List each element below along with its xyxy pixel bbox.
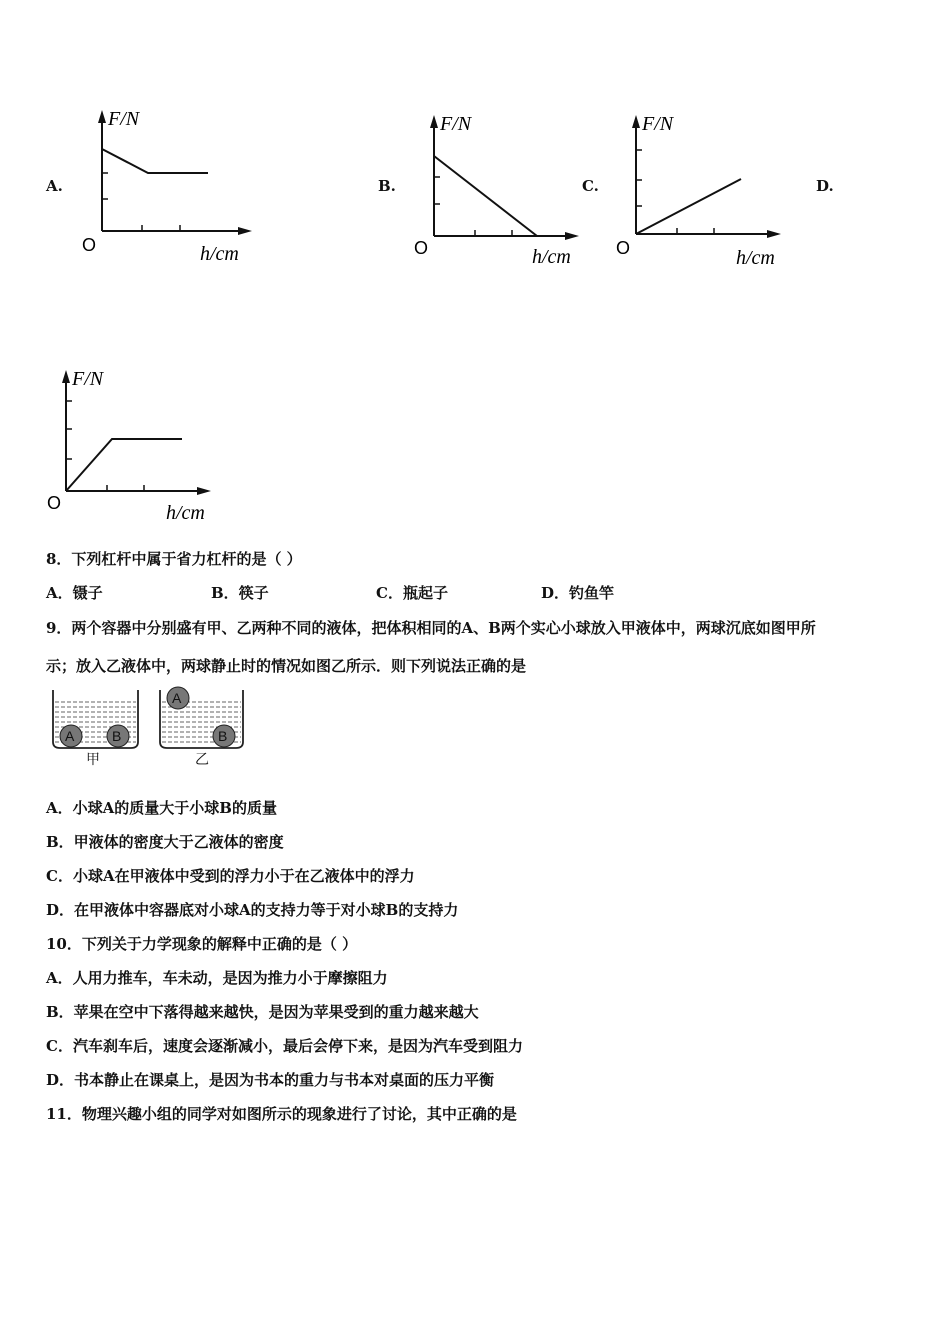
y-axis-label: F/N [108,108,140,130]
q8-option-c[interactable]: C．瓶起子 [376,584,448,602]
graph-d [44,365,224,530]
x-axis-label: h/cm [736,247,775,269]
x-axis-label: h/cm [166,502,205,524]
q10-option-b[interactable]: B．苹果在空中下落得越来越快，是因为苹果受到的重力越来越大 [46,1003,479,1021]
question-9-stem-line2: 示；放入乙液体中，两球静止时的情况如图乙所示．则下列说法正确的是 [46,657,527,675]
question-9-stem-line1: 9．两个容器中分别盛有甲、乙两种不同的液体，把体积相同的A、B两个实心小球放入甲液体中，两球沉底如图甲所 [46,619,816,637]
q9-yi-label: 乙 [195,752,209,768]
q9-option-a[interactable]: A．小球A的质量大于小球B的质量 [46,799,277,817]
x-axis-label: h/cm [200,243,239,265]
q9-ball-a-label: A [172,690,182,706]
origin-label: O [82,235,97,255]
q9-jia-label: 甲 [86,752,100,768]
y-axis-label: F/N [642,113,674,135]
graph-a [80,105,260,270]
q8-option-b[interactable]: B．筷子 [211,584,269,602]
q9-ball-a-label: A [65,728,75,744]
question-8-options [46,582,614,603]
y-axis-label: F/N [72,368,104,390]
q10-option-c[interactable]: C．汽车刹车后，速度会逐渐减小，最后会停下来，是因为汽车受到阻力 [46,1037,523,1055]
option-d-label: D. [816,177,834,195]
option-b-label: B. [378,177,396,195]
q8-option-d[interactable]: D．钓鱼竿 [541,584,615,602]
question-11-stem: 11．物理兴趣小组的同学对如图所示的现象进行了讨论，其中正确的是 [46,1105,517,1123]
graph-b [412,110,592,275]
x-axis-label: h/cm [532,246,571,268]
q9-ball-b-label: B [112,728,122,744]
origin-label: O [47,493,62,513]
option-c-label: C. [582,177,599,195]
q10-option-a[interactable]: A．人用力推车，车未动，是因为推力小于摩擦阻力 [46,969,388,987]
q9-ball-b-label: B [218,728,228,744]
q9-option-d[interactable]: D．在甲液体中容器底对小球A的支持力等于对小球B的支持力 [46,901,459,919]
question-8-stem: 8．下列杠杆中属于省力杠杆的是（ ） [46,550,302,568]
q10-option-d[interactable]: D．书本静止在课桌上，是因为书本的重力与书本对桌面的压力平衡 [46,1071,495,1089]
q9-option-c[interactable]: C．小球A在甲液体中受到的浮力小于在乙液体中的浮力 [46,867,415,885]
q9-figure [50,684,250,769]
y-axis-label: F/N [440,113,472,135]
question-10-stem: 10．下列关于力学现象的解释中正确的是（ ） [46,935,358,953]
q8-option-a[interactable]: A．镊子 [46,584,103,602]
graph-c [614,110,794,275]
option-a-label: A. [46,177,63,195]
origin-label: O [414,238,429,258]
origin-label: O [616,238,631,258]
q9-option-b[interactable]: B．甲液体的密度大于乙液体的密度 [46,833,284,851]
